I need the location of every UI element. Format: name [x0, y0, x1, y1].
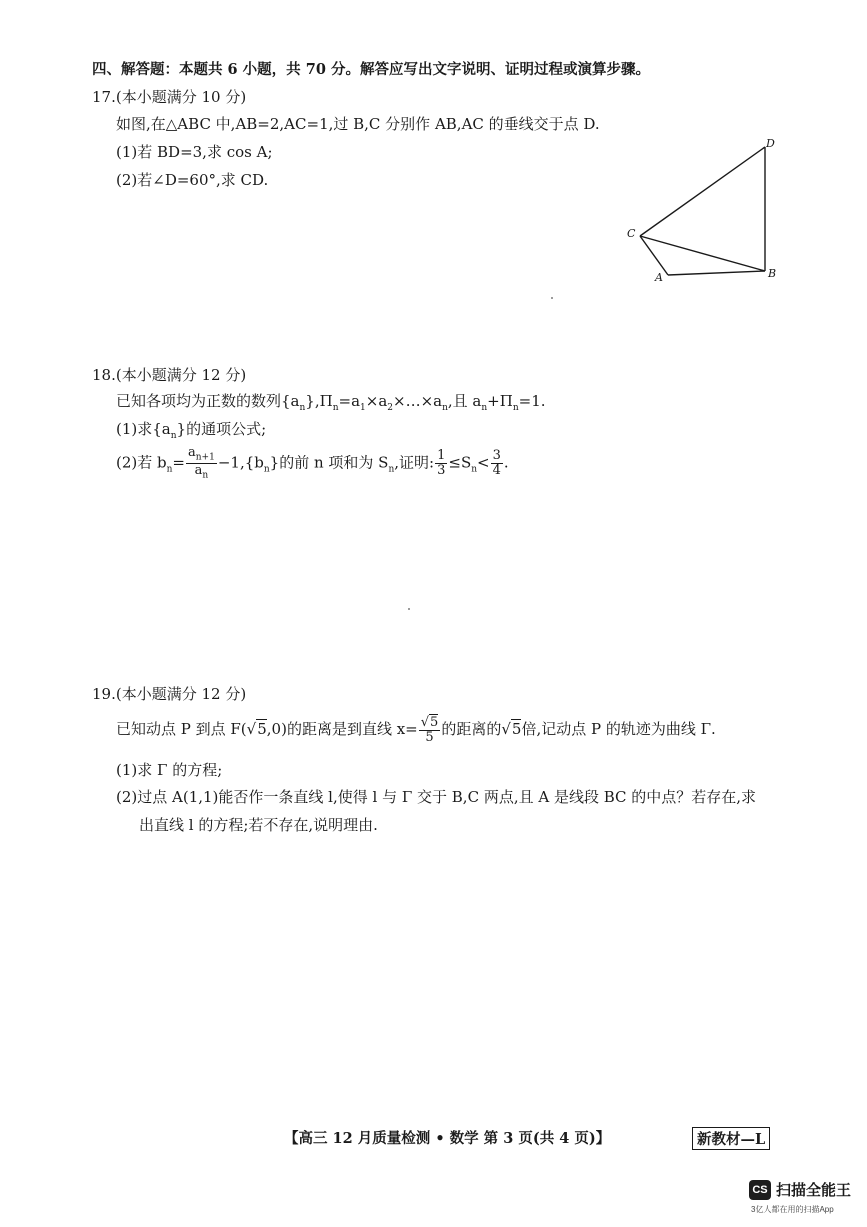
subscript: n+1 — [195, 452, 215, 463]
section-heading: 四、解答题：本题共 6 小题，共 70 分。解答应写出文字说明、证明过程或演算步骤。 — [92, 61, 650, 78]
q18-stem-text: ×…×a — [393, 392, 443, 410]
edition-badge: 新教材—L — [692, 1127, 770, 1150]
q18-stem-text: },Π — [305, 392, 333, 410]
q17-part1: (1)若 BD=3,求 cos A; — [116, 143, 273, 161]
fraction-denominator: 5 — [425, 729, 434, 745]
q18-part2-text: . — [503, 453, 509, 472]
q18-part1 — [116, 418, 266, 441]
subscript: n — [388, 464, 395, 475]
fraction-numerator: a — [188, 445, 196, 460]
fraction — [491, 449, 503, 477]
fraction-numerator: 3 — [492, 448, 501, 464]
camscanner-brand: 扫描全能王 — [776, 1182, 852, 1199]
subscript: n — [471, 464, 478, 475]
q18-part2-text: −1,{b — [217, 453, 264, 472]
q18-part2-text: ,证明: — [394, 453, 435, 472]
segment-cd — [640, 147, 765, 236]
q19-part2-line1: (2)过点 A(1,1)能否作一条直线 l,使得 l 与 Γ 交于 B,C 两点,且 A 是线段 BC 的中点？若存在,求 — [116, 788, 757, 806]
fraction — [186, 446, 217, 481]
segment-cb — [640, 236, 765, 271]
q18-stem-text: =1. — [518, 392, 546, 410]
q19-stem: 已知动点 P 到点 F(√5,0)的距离是到直线 x= $\frac{√5}{5}$ 的距离的√5倍,记动点 P 的轨迹为曲线 Γ. — [116, 715, 716, 745]
subscript: 1 — [360, 403, 366, 413]
figure-label-a: A — [655, 271, 663, 284]
sqrt-radicand: 5 — [430, 715, 439, 730]
q19-part1: (1)求 Γ 的方程; — [116, 761, 223, 779]
subscript: n — [166, 464, 173, 475]
figure-label-c: C — [627, 227, 636, 240]
q18-stem-text: ×a — [365, 392, 388, 410]
subscript: n — [481, 403, 488, 413]
segment-ca — [640, 236, 668, 275]
subscript: n — [332, 403, 339, 413]
fraction-denominator: 4 — [492, 463, 501, 479]
q18-stem-text: 已知各项均为正数的数列{a — [116, 392, 300, 410]
q19-stem-text: 已知动点 P 到点 F( — [116, 720, 247, 739]
q18-part2-text: < — [477, 453, 490, 472]
q18-stem — [116, 390, 546, 413]
q18-part1-text: (1)求{a — [116, 420, 171, 438]
q19-part2-line2: 出直线 l 的方程;若不存在,说明理由. — [139, 816, 378, 834]
figure-label-d: D — [766, 137, 775, 150]
q18-stem-text: =a — [338, 392, 361, 410]
q17-header: 17.(本小题满分 10 分) — [92, 88, 247, 106]
q18-part2-text: ≤S — [448, 453, 472, 472]
subscript: n — [202, 470, 209, 481]
camscanner-tagline: 3亿人都在用的扫描App — [751, 1205, 834, 1214]
q18-part1-text: }的通项公式; — [176, 420, 267, 438]
subscript: n — [442, 403, 448, 413]
q18-part2-text: = — [172, 453, 185, 472]
q18-stem-text: ,且 a — [447, 392, 482, 410]
q19-stem-text: ,0)的距离是到直线 x= — [266, 720, 418, 739]
q18-stem-text: +Π — [487, 392, 513, 410]
camscanner-logo: CS — [749, 1180, 771, 1200]
q18-part2-text: }的前 n 项和为 S — [269, 453, 389, 472]
fraction-denominator: a — [194, 463, 203, 479]
subscript: 2 — [387, 403, 393, 413]
fraction: $\frac{√5}{5}$ — [420, 715, 439, 745]
page-footer: 【高三 12 月质量检测 • 数学 第 3 页(共 4 页)】 — [284, 1130, 611, 1147]
fraction — [435, 449, 447, 477]
segment-ab — [668, 271, 765, 275]
q19-header: 19.(本小题满分 12 分) — [92, 685, 247, 703]
sqrt-radicand: 5 — [511, 720, 522, 739]
fraction-numerator: 1 — [437, 448, 446, 464]
q17-part2: (2)若∠D=60°,求 CD. — [116, 171, 269, 189]
q17-stem: 如图,在△ABC 中,AB=2,AC=1,过 B,C 分别作 AB,AC 的垂线交于点 D. — [116, 115, 600, 133]
subscript: n — [299, 403, 306, 413]
q18-header: 18.(本小题满分 12 分) — [92, 366, 247, 384]
q18-part2-text: (2)若 b — [116, 453, 167, 472]
q19-stem-text: 倍,记动点 P 的轨迹为曲线 Γ. — [521, 720, 716, 739]
subscript: n — [512, 403, 519, 413]
q18-part2 — [116, 446, 509, 481]
scan-dot — [408, 608, 410, 610]
sqrt-radicand: 5 — [257, 720, 267, 739]
figure-label-b: B — [768, 267, 777, 280]
fraction-denominator: 3 — [437, 463, 446, 479]
subscript: n — [170, 431, 177, 441]
q19-stem-text: 的距离的 — [441, 720, 502, 739]
subscript: n — [263, 464, 270, 475]
scan-dot — [551, 297, 553, 299]
